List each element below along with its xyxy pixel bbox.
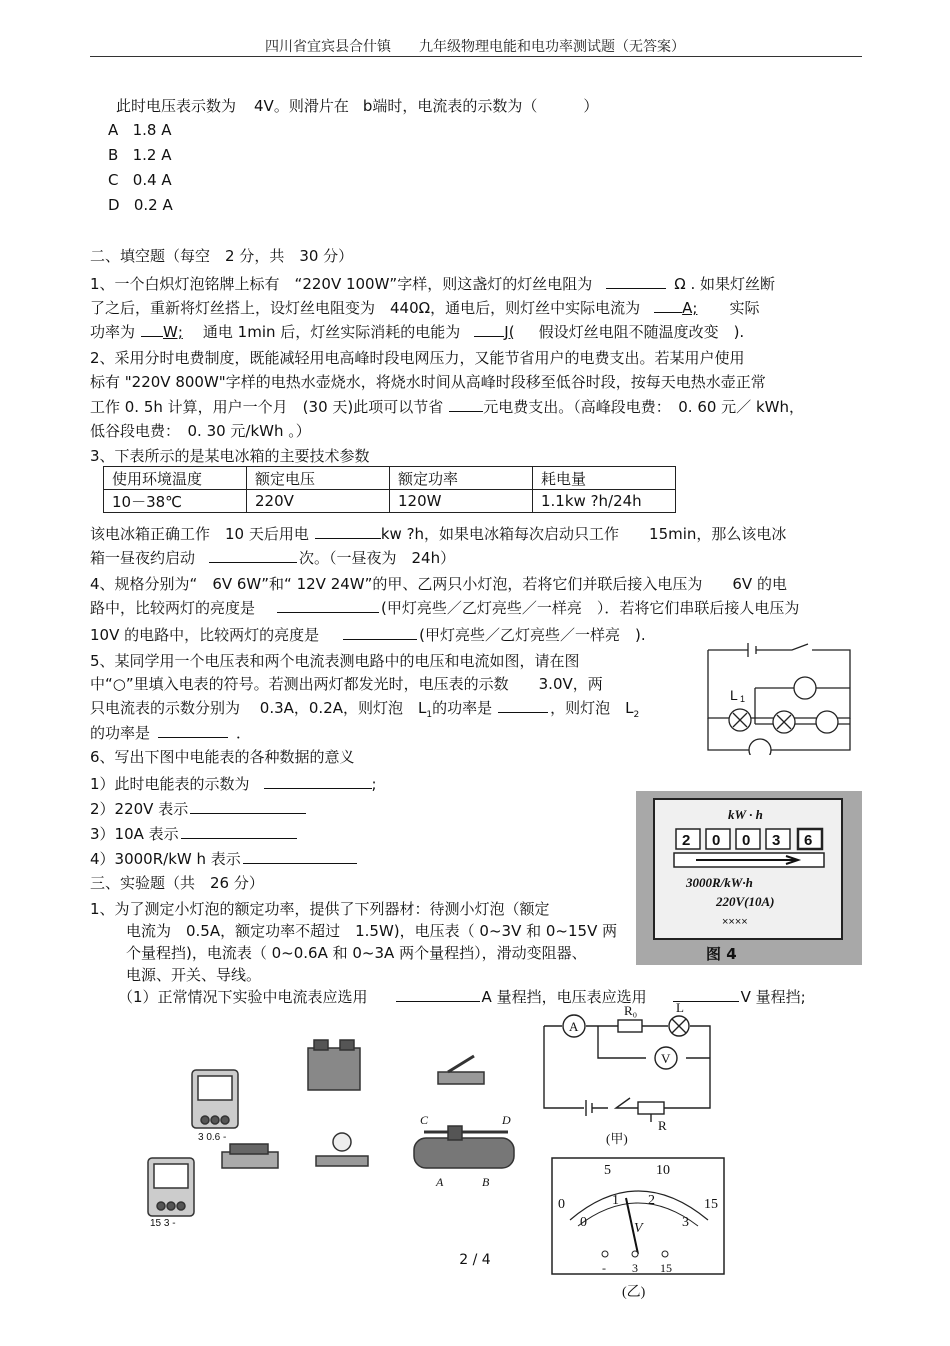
stem-part: 此时电压表示数为 [116, 97, 237, 115]
option-c: C 0.4 A [108, 171, 172, 189]
stem-part: 端时，电流表的示数为（ [372, 97, 538, 115]
page-number: 2 / 4 [459, 1252, 491, 1268]
table-header: 使用环境温度 [104, 467, 247, 490]
table-cell: 10－38℃ [104, 490, 247, 513]
stem-part: ） [583, 97, 599, 115]
q6-item-3: 3）10A 表示 [90, 823, 297, 844]
rheostat-label: A [436, 1175, 444, 1189]
stem-part: b [362, 97, 373, 115]
exp-line5: （1）正常情况下实验中电流表应选用 A 量程挡，电压表应选用 V 量程挡; [118, 988, 806, 1006]
q1-line2: 了之后，重新将灯丝搭上，设灯丝电阻变为 440Ω，通电后，则灯丝中实际电流为 A; 实际 [90, 299, 760, 317]
circuit-ammeter-label: A [569, 1019, 579, 1034]
stem-part: 4V。则滑片在 [254, 97, 349, 115]
table-row [104, 490, 676, 513]
meter-rating: 220V(10A) [716, 894, 775, 909]
circuit-r-label: R [658, 1118, 667, 1133]
q1-line3: 功率为 W; 通电 1min 后，灯丝实际消耗的电能为 J( 假设灯丝电阻不随温度改变 ). [90, 323, 745, 341]
rheostat-label: C [420, 1113, 429, 1127]
dial-unit: V [634, 1221, 643, 1236]
circuit-lamp-label: L [676, 1000, 684, 1015]
section-title: 三、实验题（共 26 分） [90, 874, 264, 892]
q2-line1: 2、采用分时电费制度，既能减轻用电高峰时段电网压力，又能节省用户的电费支出。若某用户使用 [90, 349, 745, 367]
lamp-label-sub: 1 [740, 694, 746, 704]
q2-line2: 标有 "220V 800W"字样的电热水壶烧水，将烧水时间从高峰时段移至低谷时段，按每天电热水壶正常 [90, 373, 766, 391]
rheostat-label: B [482, 1175, 490, 1189]
q5-line3: 只电流表的示数分别为 0.3A，0.2A，则灯泡 $L_1$的功率是 ，则灯泡 $L_2$ [90, 699, 640, 720]
q3-line2: 箱一昼夜约启动 次。（一昼夜为 24h） [90, 549, 456, 567]
table-header-row [104, 467, 676, 490]
dial-terminal: 15 [660, 1261, 672, 1275]
meter-digit: 0 [742, 832, 751, 849]
exp-line1: 1、为了测定小灯泡的额定功率，提供了下列器材：待测小灯泡（额定 [90, 900, 550, 918]
meter-marks: ×××× [722, 916, 748, 928]
meter-digit: 2 [682, 832, 691, 849]
dial-outer-label: 0 [558, 1197, 565, 1212]
table-header: 额定电压 [247, 467, 390, 490]
apparatus-figure [130, 1020, 530, 1230]
dial-inner-label: 2 [648, 1193, 655, 1208]
lamp-label: L [730, 687, 738, 703]
q5-circuit-diagram [700, 640, 860, 755]
energy-meter-figure [636, 791, 862, 965]
dial-caption: (乙) [622, 1285, 646, 1300]
exp-line4: 电源、开关、导线。 [126, 966, 262, 984]
spec-table [103, 466, 676, 513]
meter-digit: 0 [712, 832, 721, 849]
q3-stem: 3、下表所示的是某电冰箱的主要技术参数 [90, 447, 370, 465]
dial-terminal: - [602, 1261, 606, 1275]
meter-unit: kW · h [728, 807, 763, 822]
q4-line1: 4、规格分别为“ 6V 6W”和“ 12V 24W”的甲、乙两只小灯泡，若将它们并联后接入电压为 6V 的电 [90, 575, 787, 593]
q5-line2: 中“○”里填入电表的符号。若测出两灯都发光时，电压表的示数 3.0V，两 [90, 675, 603, 693]
circuit-jia [538, 1000, 722, 1150]
q3-line1: 该电冰箱正确工作 10 天后用电 kw ?h，如果电冰箱每次启动只工作 15min，那么该电冰 [90, 525, 787, 543]
q4-line3: 10V 的电路中，比较两灯的亮度是 (甲灯亮些／乙灯亮些／一样亮 ). [90, 626, 646, 644]
voltmeter-scale: 15 3 - [150, 1218, 176, 1229]
q6-item-4: 4）3000R/kW h 表示 [90, 848, 357, 869]
meter-digit: 3 [772, 832, 781, 849]
q4-line2: 路中，比较两灯的亮度是 (甲灯亮些／乙灯亮些／一样亮 ）．若将它们串联后接人电压为 [90, 599, 800, 617]
header-rule [90, 56, 862, 57]
table-cell: 120W [390, 490, 533, 513]
question-stem [116, 95, 598, 116]
dial-inner-label: 0 [580, 1215, 587, 1230]
section-title: 二、填空题（每空 2 分，共 30 分） [90, 247, 354, 265]
dial-inner-label: 3 [682, 1215, 689, 1230]
dial-outer-label: 5 [604, 1163, 611, 1178]
table-cell: 220V [247, 490, 390, 513]
option-d: D 0.2 A [108, 196, 173, 214]
exp-line3: 个量程挡)，电流表（ 0~0.6A 和 0~3A 两个量程挡），滑动变阻器、 [126, 944, 587, 962]
meter-rev: 3000R/kW·h [686, 875, 753, 890]
dial-outer-label: 15 [704, 1197, 718, 1212]
voltmeter-dial [548, 1154, 728, 1300]
q5-line4: 的功率是 ． [90, 724, 252, 742]
circuit-caption: (甲) [606, 1131, 628, 1146]
q6-stem: 6、写出下图中电能表的各种数据的意义 [90, 748, 355, 766]
meter-caption: 图 4 [706, 945, 737, 963]
q5-line1: 5、某同学用一个电压表和两个电流表测电路中的电压和电流如图，请在图 [90, 652, 580, 670]
page-header: 四川省宜宾县合什镇 九年级物理电能和电功率测试题（无答案） [265, 39, 685, 55]
dial-outer-label: 10 [656, 1163, 670, 1178]
circuit-r0-label: R₀ [624, 1003, 638, 1018]
q2-line4: 低谷段电费： 0. 30 元/kWh 。） [90, 422, 311, 440]
circuit-voltmeter-label: V [661, 1051, 671, 1066]
q2-line3: 工作 0. 5h 计算，用户一个月 (30 天)此项可以节省 元电费支出。（高峰段电费： 0. 60 元／ kWh， [90, 398, 804, 416]
option-b: B 1.2 A [108, 146, 172, 164]
q6-item-2: 2）220V 表示 [90, 798, 306, 819]
q6-item-1: 1）此时电能表的示数为 ; [90, 775, 377, 793]
dial-terminal: 3 [632, 1261, 638, 1275]
q1-line1: 1、一个白炽灯泡铭牌上标有 “220V 100W”字样，则这盏灯的灯丝电阻为 Ω . 如果灯丝断 [90, 275, 775, 293]
table-cell: 1.1kw ?h/24h [533, 490, 676, 513]
meter-digit: 6 [804, 832, 813, 849]
exp-line2: 电流为 0.5A，额定功率不超过 1.5W)，电压表（ 0~3V 和 0~15V 两 [126, 922, 618, 940]
option-a: A 1.8 A [108, 121, 172, 139]
ammeter-scale: 3 0.6 - [198, 1132, 227, 1143]
dial-inner-label: 1 [612, 1193, 619, 1208]
table-header: 耗电量 [533, 467, 676, 490]
rheostat-label: D [502, 1113, 511, 1127]
table-header: 额定功率 [390, 467, 533, 490]
